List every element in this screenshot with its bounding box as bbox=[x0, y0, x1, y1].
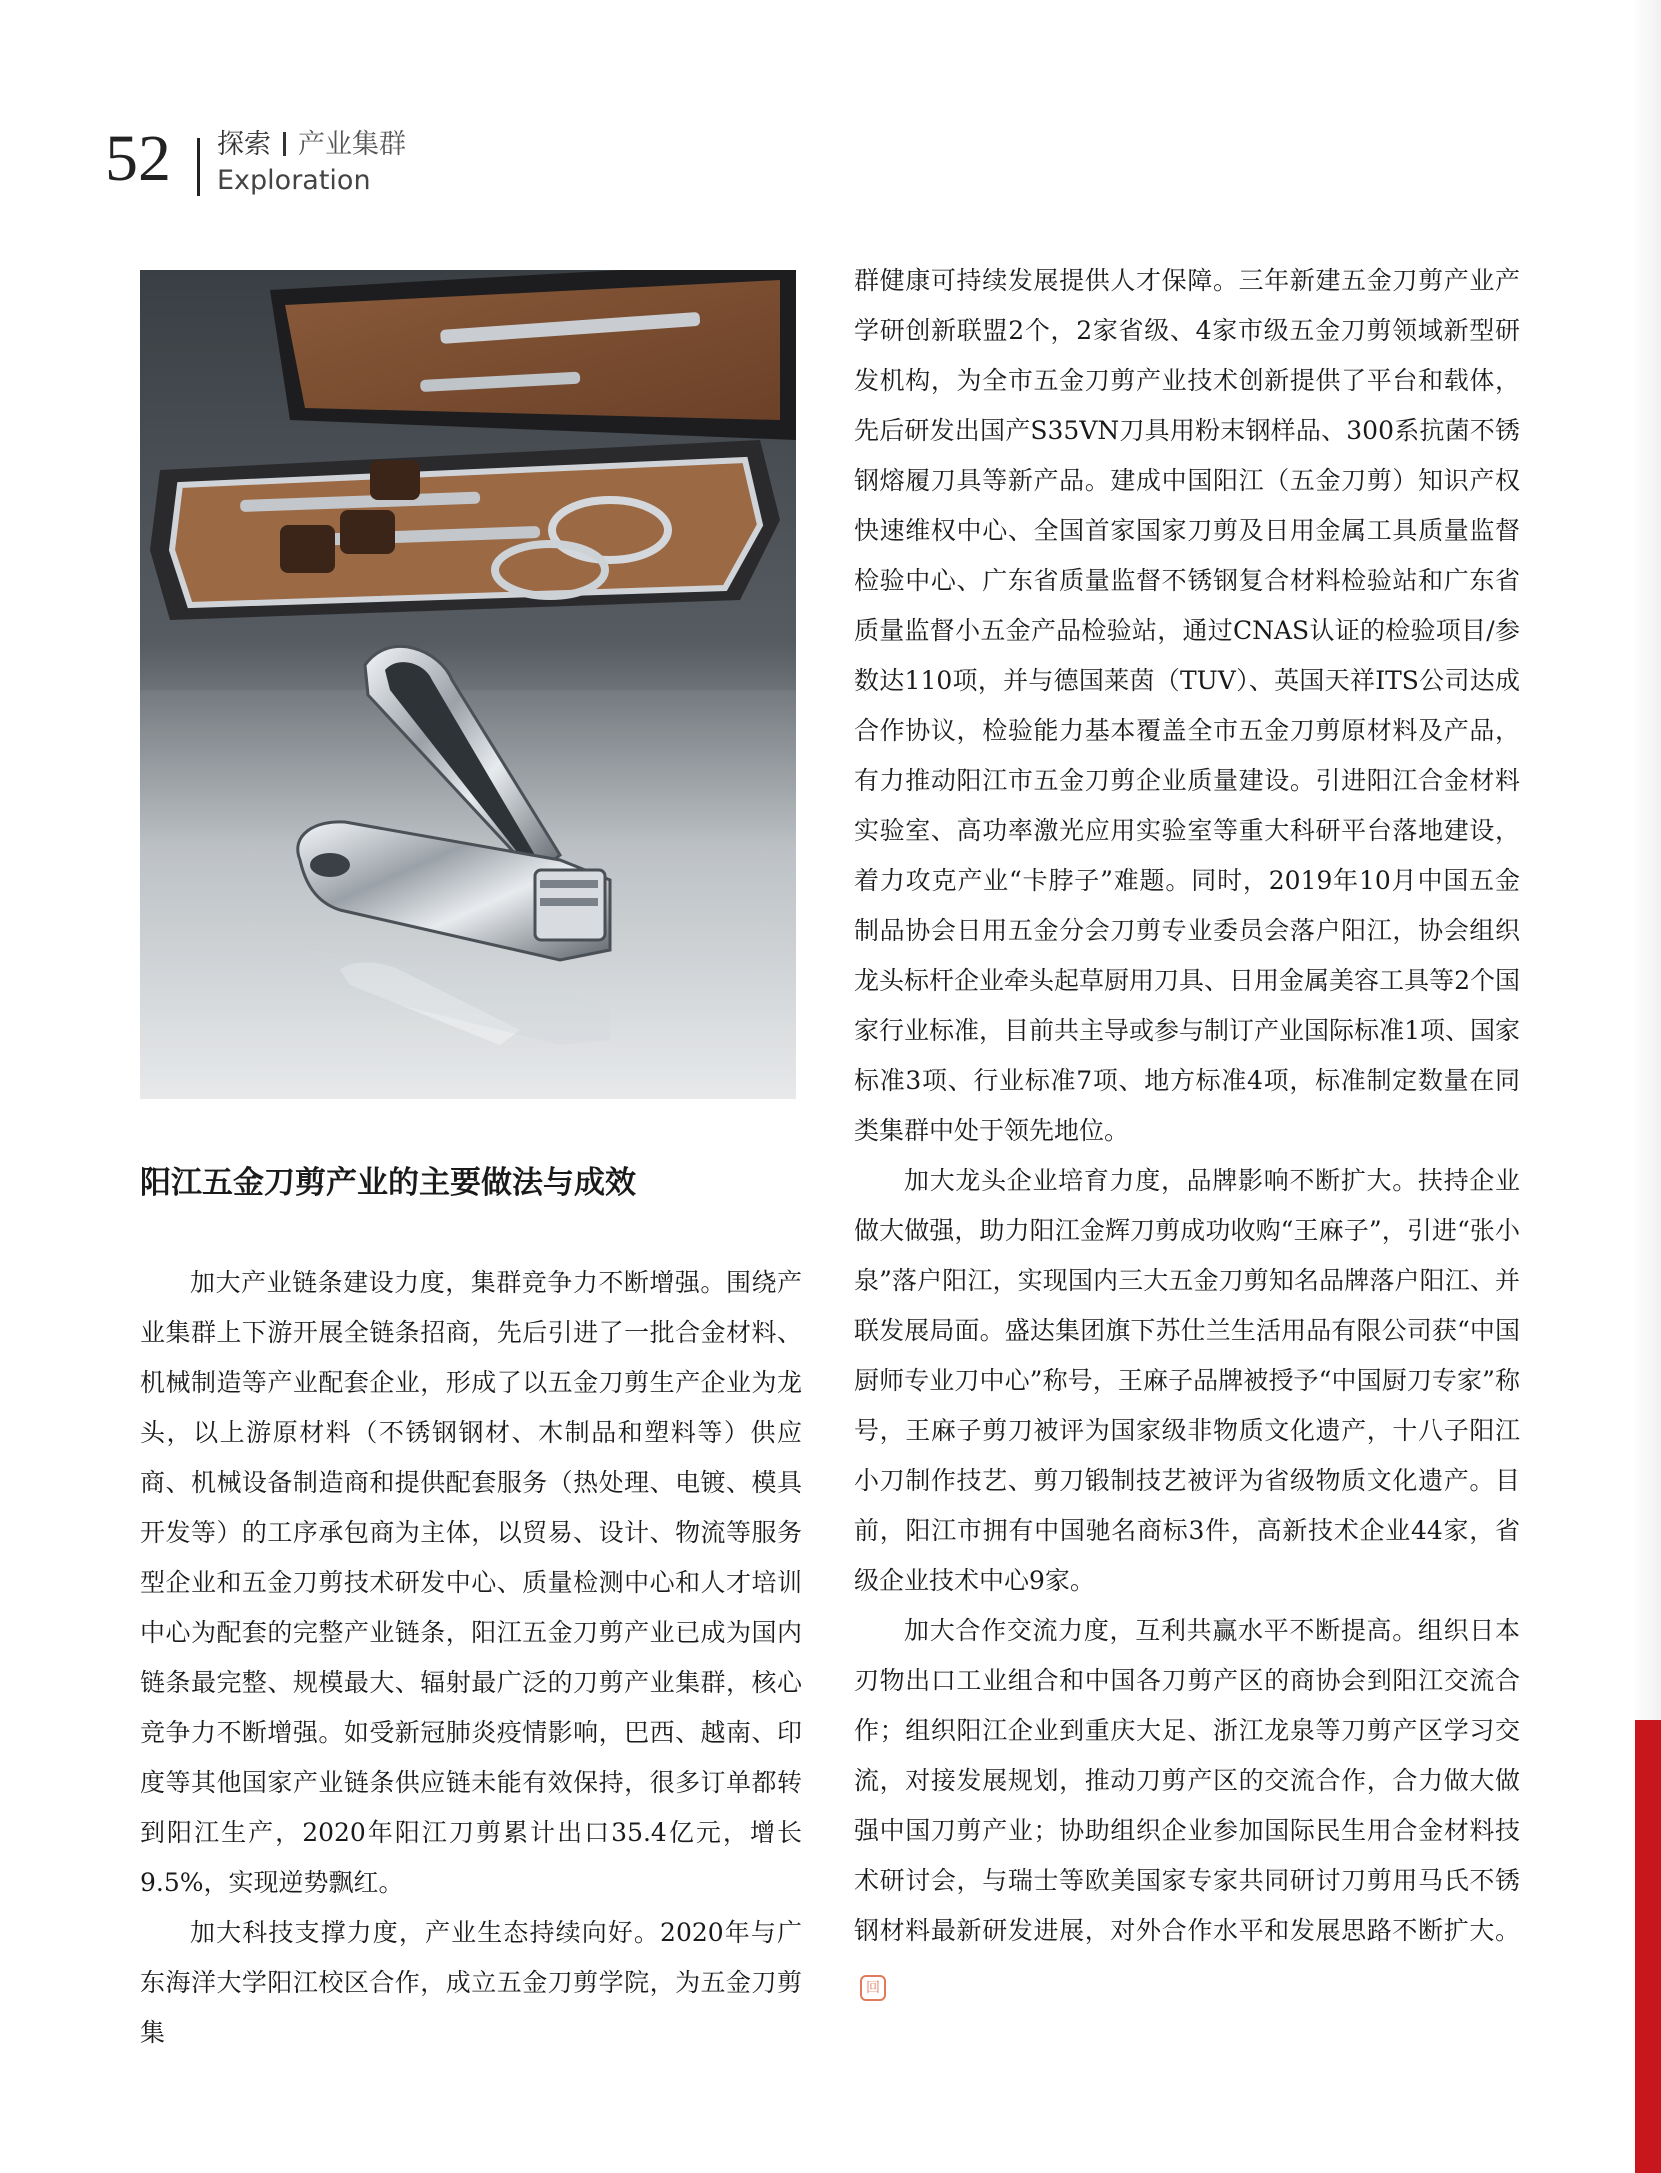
paragraph: 加大科技支撑力度，产业生态持续向好。2020年与广东海洋大学阳江校区合作，成立五金刀剪学院，为五金刀剪集 bbox=[140, 1918, 802, 2047]
article-heading: 阳江五金刀剪产业的主要做法与成效 bbox=[140, 1165, 636, 1201]
accent-red-band bbox=[1635, 1720, 1661, 2173]
paragraph-last bbox=[854, 1606, 1520, 2006]
paragraph-text: 加大合作交流力度，互利共赢水平不断提高。组织日本刃物出口工业组合和中国各刀剪产区的商协会到阳江交流合作；组织阳江企业到重庆大足、浙江龙泉等刀剪产区学习交流，对接发展规划，推动刀剪产区的交流合作，合力做大做强中国刀剪产业；协助组织企业参加国际民生用合金材料技术研讨会，与瑞士等欧美国家专家共同研讨刀剪用马氏不锈钢材料最新研发进展，对外合作水平和发展思路不断扩大。 bbox=[854, 1616, 1520, 1945]
section-title-en: Exploration bbox=[217, 165, 371, 196]
section-label bbox=[217, 128, 537, 162]
paragraph: 加大产业链条建设力度，集群竞争力不断增强。围绕产业集群上下游开展全链条招商，先后引进了一批合金材料、机械制造等产业配套企业，形成了以五金刀剪生产企业为龙头，以上游原材料（不锈钢钢材、木制品和塑料等）供应商、机械设备制造商和提供配套服务（热处理、电镀、模具开发等）的工序承包商为主体，以贸易、设计、物流等服务型企业和五金刀剪技术研发中心、质量检测中心和人才培训中心为配套的完整产业链条，阳江五金刀剪产业已成为国内链条最完整、规模最大、辐射最广泛的刀剪产业集群，核心竞争力不断增强。如受新冠肺炎疫情影响，巴西、越南、印度等其他国家产业链条供应链未能有效保持，很多订单都转到阳江生产，2020年阳江刀剪累计出口35.4亿元，增长9.5%，实现逆势飘红。 bbox=[140, 1268, 802, 1897]
page-number: 52 bbox=[105, 122, 171, 195]
end-of-article-icon: 回 bbox=[860, 1975, 886, 2001]
header-divider bbox=[197, 138, 200, 196]
right-column bbox=[854, 256, 1520, 2006]
section-separator bbox=[283, 132, 286, 156]
paragraph: 加大龙头企业培育力度，品牌影响不断扩大。扶持企业做大做强，助力阳江金辉刀剪成功收购“王麻子”，引进“张小泉”落户阳江，实现国内三大五金刀剪知名品牌落户阳江、并联发展局面。盛达集团旗下苏仕兰生活用品有限公司获“中国厨师专业刀中心”称号，王麻子品牌被授予“中国厨刀专家”称号，王麻子剪刀被评为国家级非物质文化遗产，十八子阳江小刀制作技艺、剪刀锻制技艺被评为省级物质文化遗产。目前，阳江市拥有中国驰名商标3件，高新技术企业44家，省级企业技术中心9家。 bbox=[854, 1166, 1520, 1595]
left-column bbox=[140, 1258, 802, 2058]
section-title: 探索 bbox=[217, 129, 271, 160]
article-photo bbox=[140, 270, 796, 1099]
section-subtitle: 产业集群 bbox=[298, 129, 406, 160]
paragraph: 群健康可持续发展提供人才保障。三年新建五金刀剪产业产学研创新联盟2个，2家省级、4家市级五金刀剪领域新型研发机构，为全市五金刀剪产业技术创新提供了平台和载体，先后研发出国产S35VN刀具用粉末钢样品、300系抗菌不锈钢熔履刀具等新产品。建成中国阳江（五金刀剪）知识产权快速维权中心、全国首家国家刀剪及日用金属工具质量监督检验中心、广东省质量监督不锈钢复合材料检验站和广东省质量监督小五金产品检验站，通过CNAS认证的检验项目/参数达110项，并与德国莱茵（TUV）、英国天祥ITS公司达成合作协议，检验能力基本覆盖全市五金刀剪原材料及产品，有力推动阳江市五金刀剪企业质量建设。引进阳江合金材料实验室、高功率激光应用实验室等重大科研平台落地建设，着力攻克产业“卡脖子”难题。同时，2019年10月中国五金制品协会日用五金分会刀剪专业委员会落户阳江，协会组织龙头标杆企业牵头起草厨用刀具、日用金属美容工具等2个国家行业标准，目前共主导或参与制订产业国际标准1项、国家标准3项、行业标准7项、地方标准4项，标准制定数量在同类集群中处于领先地位。 bbox=[854, 266, 1520, 1145]
nail-clipper-photo bbox=[140, 270, 796, 1099]
